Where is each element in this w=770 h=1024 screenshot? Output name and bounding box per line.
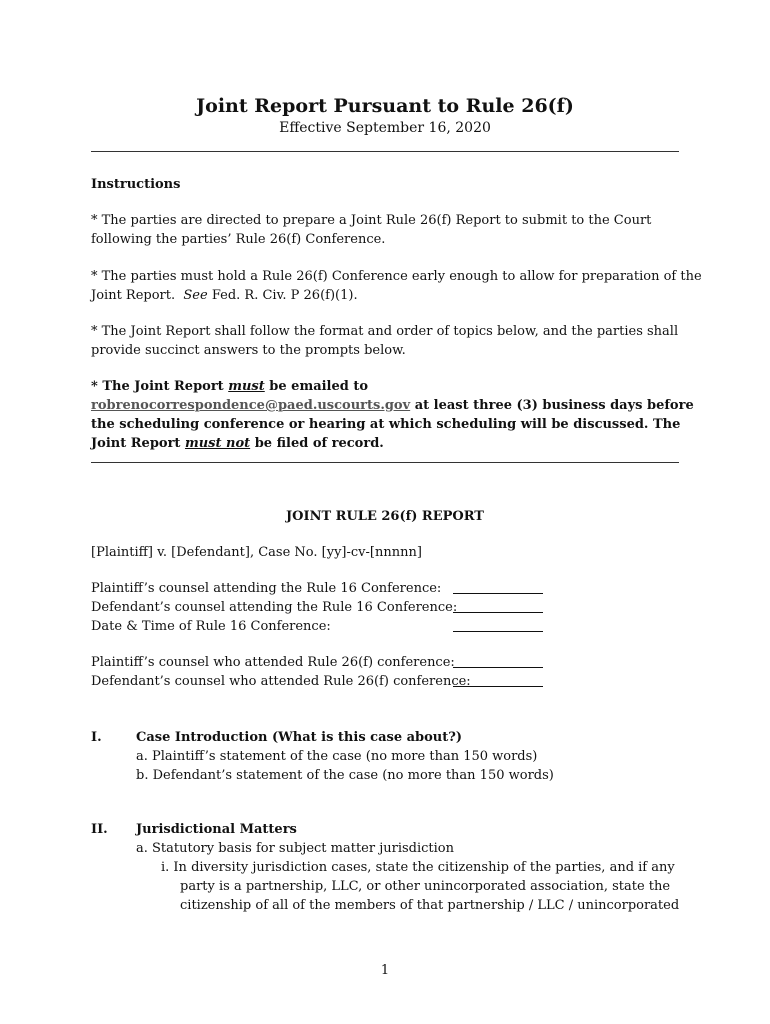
instruction-4-text-e: be filed of record. [254,436,384,451]
blank-date-time[interactable] [453,631,543,632]
instruction-2-see: See [183,288,208,303]
instruction-3-line1: * The Joint Report shall follow the format and order of topics below, and the parties shall [91,324,679,339]
instruction-1-line1: * The parties are directed to prepare a Joint Rule 26(f) Report to submit to the Court [91,213,652,228]
instruction-2-line1: * The parties must hold a Rule 26(f) Conference early enough to allow for preparation of the [91,269,702,284]
divider-bottom [91,462,679,463]
blank-defendant-rule26f[interactable] [453,686,543,687]
field-label-defendant-rule26f: Defendant’s counsel who attended Rule 26(f) conference: [91,674,471,689]
field-label-plaintiff-rule26f: Plaintiff’s counsel who attended Rule 26(f) conference: [91,655,455,670]
field-label-date-time: Date & Time of Rule 16 Conference: [91,619,331,634]
instruction-2-text-a: Joint Report. [91,288,176,303]
section-2-item-a-i-line1: i. In diversity jurisdiction cases, state the citizenship of the parties, and if any [161,860,675,875]
section-1-title: Case Introduction (What is this case about?) [136,730,463,745]
instruction-4-text-d: Joint Report [91,436,181,451]
instruction-4-line1 [91,377,368,396]
field-label-defendant-rule16: Defendant’s counsel attending the Rule 16 Conference: [91,600,458,615]
field-label-plaintiff-rule16: Plaintiff’s counsel attending the Rule 16 Conference: [91,581,442,596]
instruction-4-text-a: * The Joint Report [91,379,224,394]
instruction-4-line2 [91,396,694,415]
section-2-title: Jurisdictional Matters [136,822,297,837]
section-1-number: I. [91,730,102,745]
report-heading: JOINT RULE 26(f) REPORT [286,509,484,524]
email-link[interactable]: robrenocorrespondence@paed.uscourts.gov [91,398,411,413]
section-2-item-a: a. Statutory basis for subject matter jurisdiction [136,841,455,856]
effective-date: Effective September 16, 2020 [279,120,491,136]
page-number: 1 [380,963,390,978]
instruction-2-line2 [91,286,358,305]
blank-plaintiff-rule26f[interactable] [453,667,543,668]
section-2-number: II. [91,822,108,837]
blank-defendant-rule16[interactable] [453,612,543,613]
case-caption: [Plaintiff] v. [Defendant], Case No. [yy]-cv-[nnnnn] [91,545,422,560]
divider-top [91,151,679,152]
instruction-3-line2: provide succinct answers to the prompts below. [91,343,406,358]
instruction-2-text-b: Fed. R. Civ. P 26(f)(1). [211,288,358,303]
blank-plaintiff-rule16[interactable] [453,593,543,594]
section-1-item-b: b. Defendant’s statement of the case (no more than 150 words) [136,768,554,783]
section-1-item-a: a. Plaintiff’s statement of the case (no more than 150 words) [136,749,538,764]
instruction-4-must: must [228,379,265,394]
instruction-4-line3: the scheduling conference or hearing at which scheduling will be discussed. The [91,417,681,432]
instruction-1-line2: following the parties’ Rule 26(f) Conference. [91,232,386,247]
section-2-item-a-i-line3: citizenship of all of the members of that partnership / LLC / unincorporated [180,898,680,913]
instructions-heading: Instructions [91,177,181,192]
document-title: Joint Report Pursuant to Rule 26(f) [196,95,574,117]
section-2-item-a-i-line2: party is a partnership, LLC, or other unincorporated association, state the [180,879,671,894]
instruction-4-line4 [91,434,384,453]
instruction-4-must-not: must not [184,436,251,451]
instruction-4-text-b: be emailed to [269,379,369,394]
instruction-4-text-c: at least three (3) business days before [414,398,694,413]
